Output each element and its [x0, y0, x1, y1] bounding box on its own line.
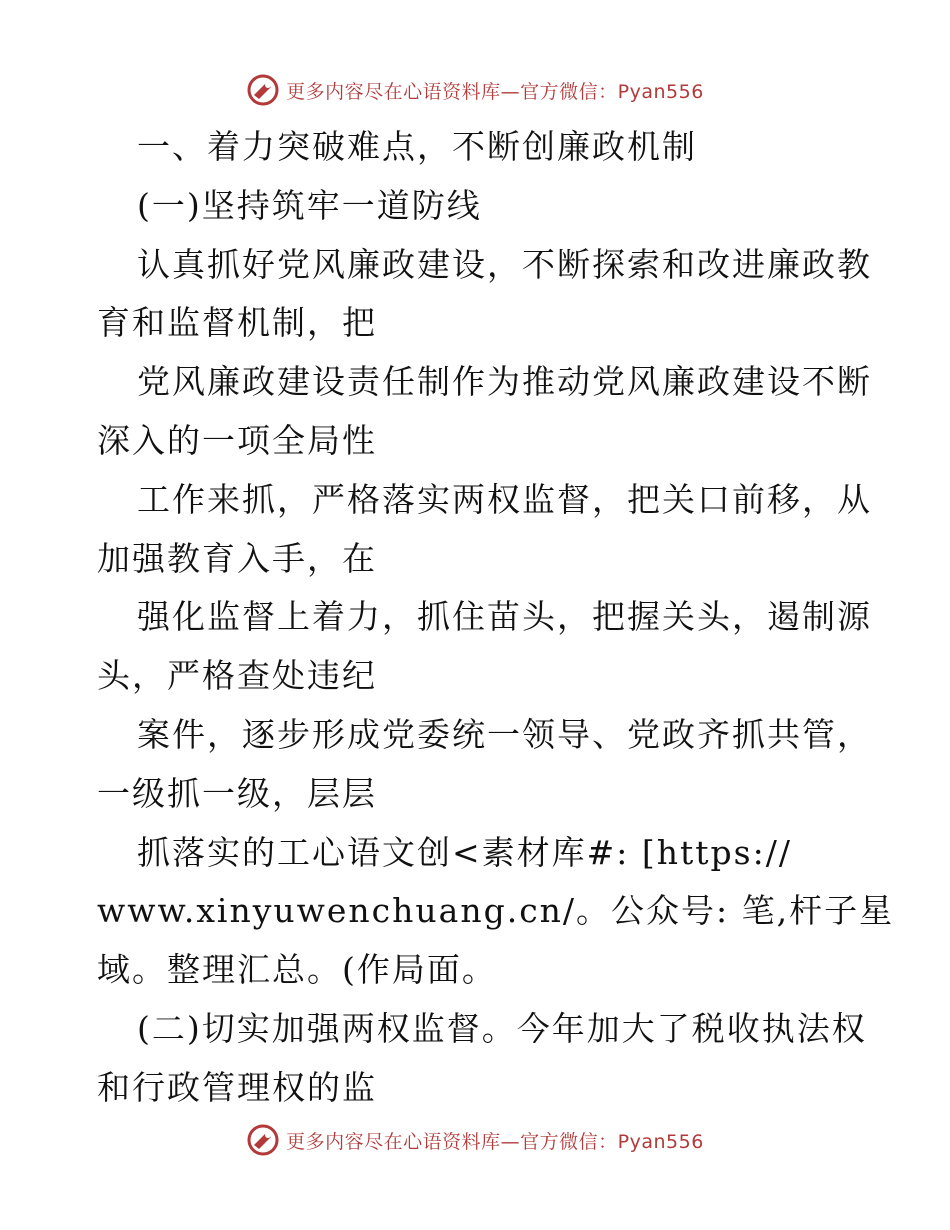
text-line: 抓落实的工心语文创<素材库#: [https:// [137, 832, 792, 872]
text-line: 和行政管理权的监 [97, 1067, 377, 1107]
text-line: 认真抓好党风廉政建设，不断探索和改进廉政教 [137, 244, 872, 284]
text-line: 党风廉政建设责任制作为推动党风廉政建设不断 [137, 362, 872, 402]
banner-text: 更多内容尽在心语资料库—官方微信：Pyan556 [286, 1130, 704, 1153]
text-line: (一)坚持筑牢一道防线 [137, 185, 482, 225]
logo-icon [246, 1123, 280, 1157]
text-line: 强化监督上着力，抓住苗头，把握关头，遏制源 [137, 597, 872, 637]
text-line: (二)切实加强两权监督。今年加大了税收执法权 [137, 1008, 867, 1048]
logo-icon [246, 73, 280, 107]
header-banner [0, 70, 950, 110]
text-line: 头，严格查处违纪 [97, 656, 377, 696]
text-line: www.xinyuwenchuang.cn/。公众号: 笔,杆子星 [97, 891, 895, 931]
document-body [97, 118, 895, 1118]
banner-text: 更多内容尽在心语资料库—官方微信：Pyan556 [286, 80, 704, 103]
footer-banner [0, 1120, 950, 1160]
text-line: 育和监督机制，把 [97, 303, 377, 343]
text-line: 工作来抓，严格落实两权监督，把关口前移，从 [137, 479, 872, 519]
text-line: 一、着力突破难点，不断创廉政机制 [137, 127, 697, 166]
text-line: 案件，逐步形成党委统一领导、党政齐抓共管， [137, 714, 872, 754]
text-line: 域。整理汇总。(作局面。 [97, 950, 497, 990]
text-line: 加强教育入手，在 [97, 538, 377, 578]
text-line: 一级抓一级，层层 [97, 773, 377, 813]
text-line: 深入的一项全局性 [97, 420, 377, 460]
